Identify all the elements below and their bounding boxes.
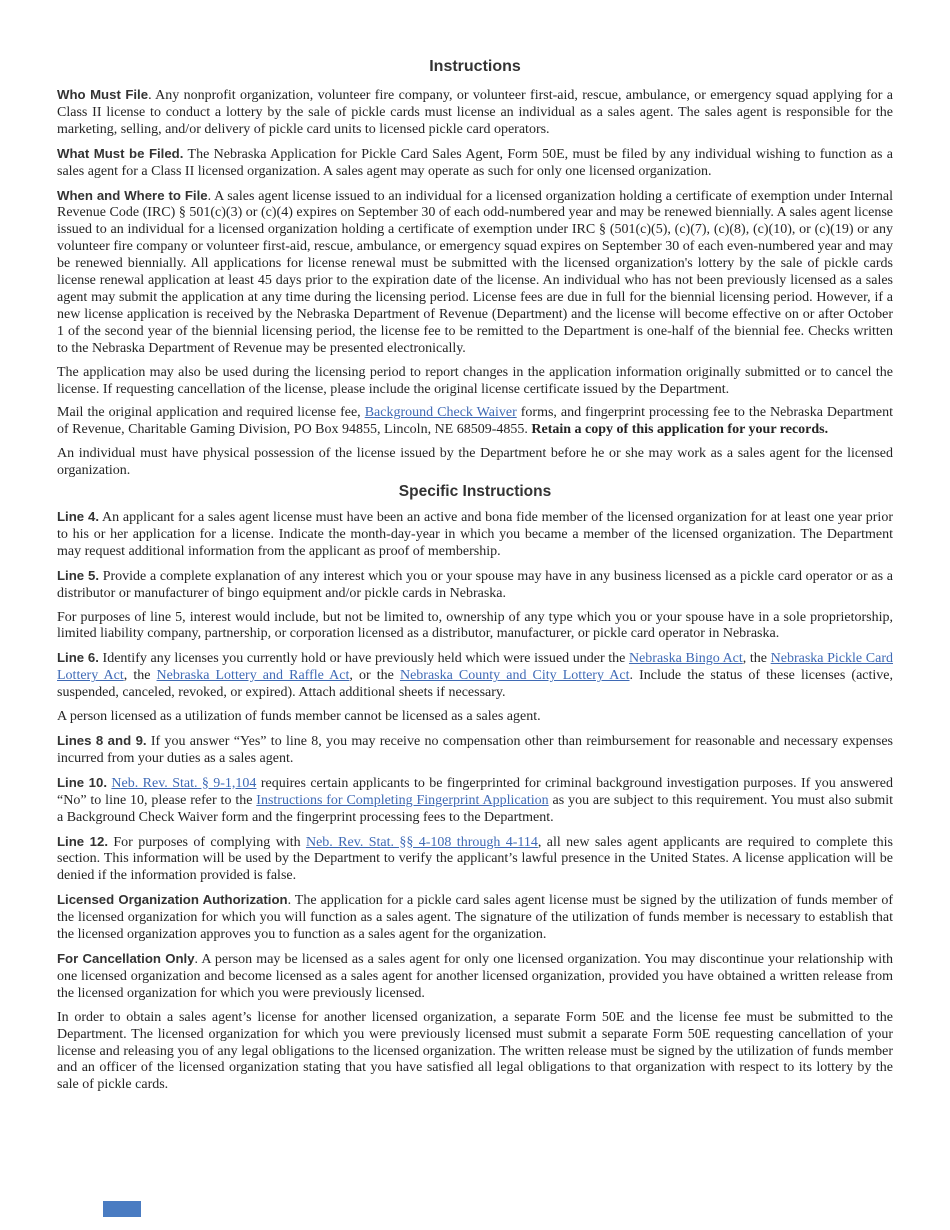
paragraph-text: . Include the status of these licenses (active, suspended, canceled, revoked, or expired). Attach additional sheets if necessary. — [57, 668, 893, 701]
link-background-check-waiver[interactable]: Background Check Waiver — [364, 405, 517, 421]
paragraph-text: forms, and fingerprint processing fee to the Nebraska Department of Revenue, Charitable Gaming Division, PO Box 94855, Lincoln, NE 68509-4855. — [57, 405, 894, 438]
paragraph-text: . A person may be licensed as a sales agent for only one licensed organization. You may discontinue your relationship with one licensed organization and become licensed as a sales agent for another licensed organization, provided you have obtained a written release from the licensed organization for which you were previously licensed. — [57, 951, 893, 1001]
paragraph-text: An applicant for a sales agent license must have been an active and bona fide member of the licensed organization for at least one year prior to his or her application for a license. Indicate the month-day-year in which you became a member of the licensed organization. The Department may request additional information from the applicant as proof of membership. — [57, 510, 893, 559]
specific-instructions-heading: Specific Instructions — [398, 483, 552, 501]
paragraph-lead: Line 12. — [57, 833, 108, 849]
paragraph — [57, 509, 893, 561]
instructions-content — [57, 0, 893, 1094]
paragraph — [57, 892, 893, 944]
paragraph — [57, 775, 893, 827]
paragraph — [57, 446, 893, 480]
paragraph-text: In order to obtain a sales agent’s license for another licensed organization, a separate Form 50E and the license fee must be submitted to the Department. The licensed organization for which you were previously licensed must submit a separate Form 50E requesting cancellation of your license and releasing you of any legal obligations to the licensed organization. The written release must be signed by the utilization of funds member and an officer of the licensed organization stating that you have satisfied all legal obligations to that organization with respect to its lottery by the sale of pickle cards. — [57, 1009, 893, 1093]
paragraph-lead: When and Where to File — [57, 187, 208, 203]
paragraph-text: The Nebraska Application for Pickle Card Sales Agent, Form 50E, must be filed by any individual wishing to function as a sales agent for a Class II licensed organization. A sales agent may operate as such for only one licensed organization. — [57, 146, 893, 179]
paragraph-text: , or the — [349, 668, 400, 684]
link-nebraska-bingo-act[interactable]: Nebraska Bingo Act — [628, 651, 743, 667]
paragraph-lead: Who Must File — [57, 87, 149, 102]
paragraph-lead: Line 6. — [57, 650, 99, 666]
paragraph — [57, 650, 893, 702]
paragraph — [57, 1010, 893, 1095]
paragraph-text: Mail the original application and required license fee, — [57, 405, 365, 421]
paragraph-text: . A sales agent license issued to an individual for a licensed organization holding a certificate of exemption under Internal Revenue Code (IRC) § 501(c)(3) or (c)(4) expires on September 30 of each odd-numbered year and may be renewed biennially. A sales agent license issued to an individual for a licensed organization holding a certificate of exemption under IRC § (501(c)(5), (c)(7), (c)(8), (c)(10), or (c)(19) or any volunteer fire company or volunteer first-aid, rescue, ambulance, or emergency squad expires on September 30 of each even-numbered year and may be renewed biennially. All applications for license renewal must be submitted with the licensed organization's lottery by the sale of pickle cards license renewal application at least 45 days prior to the expiration date of the license. An individual who has not been previously licensed as a sales agent may submit the application at any time during the licensing period. License fees are due in full for the biennial licensing period. However, if a new license application is received by the Nebraska Department of Revenue (Department) and the license will become effective on or after October 1 of the second year of the biennial licensing period, the license fee to be remitted to the Department is one-half of the biennial fee. Checks written to the Nebraska Department of Revenue may be presented electronically. — [57, 188, 893, 356]
paragraph — [57, 405, 893, 439]
paragraph-lead: Line 4. — [57, 509, 100, 525]
paragraph — [57, 610, 893, 644]
paragraph-text: For purposes of complying with — [108, 834, 306, 850]
paragraph-text: The application may also be used during the licensing period to report changes in the application information originally submitted or to cancel the license. If requesting cancellation of the license, please include the original license certificate issued by the Department. — [57, 364, 893, 397]
paragraph-lead: Line 10. — [57, 774, 108, 790]
paragraph-text: , all new sales agent applicants are required to complete this section. This information will be used by the Department to verify the applicant’s lawful presence in the United States. A license application will be denied if the information provided is false. — [57, 834, 894, 884]
link-instructions-for-completing-fingerprint-application[interactable]: Instructions for Completing Fingerprint Application — [256, 792, 549, 808]
paragraph — [57, 709, 893, 726]
paragraph-text: . The application for a pickle card sales agent license must be signed by the utilization of funds member of the licensed organization for which you will function as a sales agent. The signature of the utilization of funds member is necessary to establish that the licensed organization approves you to function as a sales agent for the organization. — [57, 893, 893, 943]
paragraph — [57, 568, 893, 603]
paragraph-text: requires certain applicants to be fingerprinted for criminal background investigation purposes. If you answered “No” to line 10, please refer to the — [57, 775, 894, 808]
paragraph-text: . Any nonprofit organization, volunteer fire company, or volunteer first-aid, rescue, ambulance, or emergency squad applying for a Class II license to conduct a lottery by the sale of pickle cards must license an individual as a sales agent. The sales agent is responsible for the marketing, selling, and/or delivery of pickle card units to licensed pickle card operators. — [57, 88, 893, 137]
paragraph-lead: What Must be Filed. — [57, 145, 184, 161]
paragraph — [57, 733, 893, 768]
paragraph — [57, 365, 893, 399]
page-title: Instructions — [429, 58, 521, 75]
paragraph — [57, 188, 893, 358]
link-neb-rev-stat-9-1-104[interactable]: Neb. Rev. Stat. § 9-1,104 — [111, 775, 257, 791]
section-general-instructions — [57, 87, 893, 480]
paragraph-lead: For Cancellation Only — [57, 950, 195, 966]
paragraph-text: , the — [123, 668, 157, 684]
paragraph-lead: Licensed Organization Authorization — [57, 892, 288, 908]
paragraph-text: Provide a complete explanation of any interest which you or your spouse may have in any business licensed as a pickle card operator or as a distributor or manufacturer of bingo equipment and/or pickle cards in Nebraska. — [57, 568, 893, 601]
paragraph-text: Retain a copy of this application for your records. — [531, 422, 829, 438]
paragraph-text: A person licensed as a utilization of funds member cannot be licensed as a sales agent. — [57, 709, 541, 725]
paragraph — [57, 951, 893, 1003]
paragraph-text: Identify any licenses you currently hold or have previously held which were issued under the — [98, 651, 629, 667]
footer-blue-mark — [103, 1201, 141, 1217]
paragraph-text: If you answer “Yes” to line 8, you may receive no compensation other than reimbursement for reasonable and necessary expenses incurred from your duties as a sales agent. — [57, 734, 893, 766]
paragraph-lead: Lines 8 and 9. — [57, 733, 147, 748]
paragraph-text: , the — [742, 651, 771, 667]
link-nebraska-lottery-and-raffle-act[interactable]: Nebraska Lottery and Raffle Act — [156, 668, 350, 684]
paragraph — [57, 146, 893, 181]
link-nebraska-pickle-card-lottery-act[interactable]: Nebraska Pickle Card Lottery Act — [57, 651, 893, 684]
link-neb-rev-stat-4-108-through-4-114[interactable]: Neb. Rev. Stat. §§ 4-108 through 4-114 — [305, 834, 538, 850]
paragraph-text: For purposes of line 5, interest would include, but not be limited to, ownership of any type which you or your spouse have in a sole proprietorship, limited liability company, partnership, or corporation licensed as a distributor, manufacturer, or pickle card operator in Nebraska. — [57, 609, 893, 642]
section-specific-instructions — [57, 509, 893, 1094]
paragraph — [57, 834, 893, 886]
paragraph-text: An individual must have physical possession of the license issued by the Department before he or she may work as a sales agent for the licensed organization. — [57, 446, 893, 479]
paragraph — [57, 87, 893, 139]
paragraph-text: as you are subject to this requirement. You must also submit a Background Check Waiver form and the fingerprint processing fees to the Department. — [57, 792, 894, 825]
paragraph-lead: Line 5. — [57, 567, 99, 583]
link-nebraska-county-and-city-lottery-act[interactable]: Nebraska County and City Lottery Act — [399, 668, 630, 684]
